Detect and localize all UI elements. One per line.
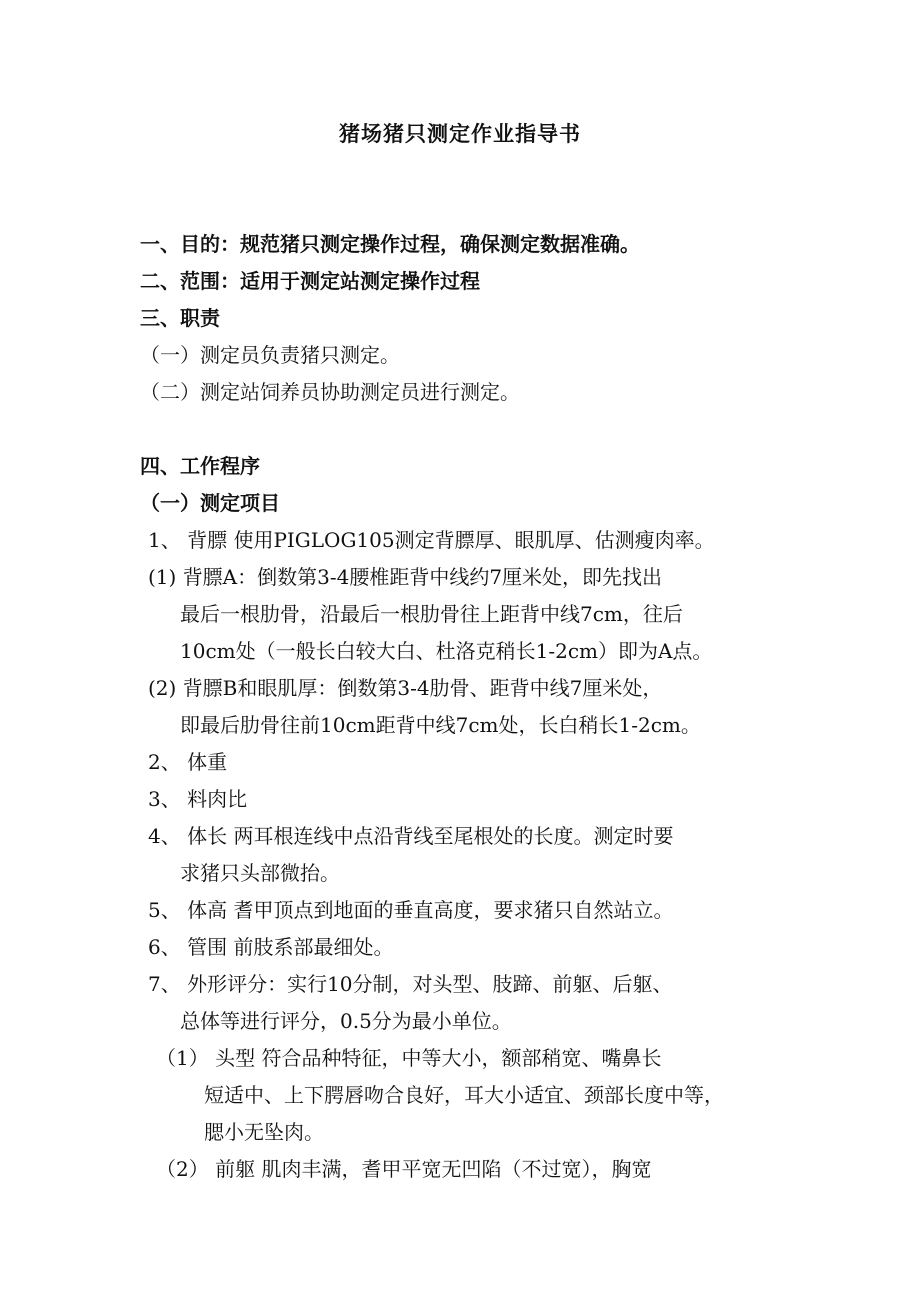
item-7-2-forequarter: （2） 前躯 肌肉丰满，耆甲平宽无凹陷（不过宽），胸宽	[156, 1157, 652, 1181]
item-3-feed-ratio: 3、 料肉比	[148, 787, 248, 811]
item-6-cannon-circumference: 6、 管围 前肢系部最细处。	[148, 935, 394, 959]
item-1-2-backfat-b: (2) 背膘B和眼肌厚：倒数第3-4肋骨、距背中线7厘米处，	[148, 676, 663, 700]
item-4-body-length: 4、 体长 两耳根连线中点沿背线至尾根处的长度。测定时要	[148, 824, 674, 848]
item-1-1-continued-2: 10cm处（一般长白较大白、杜洛克稍长1-2cm）即为A点。	[180, 639, 713, 663]
responsibility-item-2: （二）测定站饲养员协助测定员进行测定。	[140, 380, 520, 404]
document-title: 猪场猪只测定作业指导书	[339, 121, 581, 146]
item-1-backfat: 1、 背膘 使用PIGLOG105测定背膘厚、眼肌厚、估测瘦肉率。	[148, 528, 715, 552]
item-7-continued: 总体等进行评分，0.5分为最小单位。	[180, 1009, 512, 1033]
section-responsibility-heading: 三、职责	[140, 306, 220, 330]
item-1-1-backfat-a: (1) 背膘A：倒数第3-4腰椎距背中线约7厘米处，即先找出	[148, 565, 663, 589]
section-procedure-heading: 四、工作程序	[140, 454, 260, 478]
section-scope: 二、范围：适用于测定站测定操作过程	[140, 269, 480, 293]
item-7-1-continued-2: 腮小无坠肉。	[204, 1120, 324, 1144]
item-5-body-height: 5、 体高 耆甲顶点到地面的垂直高度，要求猪只自然站立。	[148, 898, 674, 922]
section-purpose: 一、目的：规范猪只测定操作过程，确保测定数据准确。	[140, 232, 640, 256]
item-2-weight: 2、 体重	[148, 750, 228, 774]
item-7-appearance-score: 7、 外形评分：实行10分制，对头型、肢蹄、前躯、后躯、	[148, 972, 673, 996]
item-1-1-continued: 最后一根肋骨，沿最后一根肋骨往上距背中线7cm，往后	[180, 602, 683, 626]
item-7-1-head: （1） 头型 符合品种特征，中等大小，额部稍宽、嘴鼻长	[156, 1046, 662, 1070]
subsection-items-heading: （一）测定项目	[140, 491, 280, 515]
item-4-continued: 求猪只头部微抬。	[180, 861, 340, 885]
item-7-1-continued: 短适中、上下腭唇吻合良好，耳大小适宜、颈部长度中等，	[204, 1083, 724, 1107]
responsibility-item-1: （一）测定员负责猪只测定。	[140, 343, 400, 367]
item-1-2-continued: 即最后肋骨往前10cm距背中线7cm处，长白稍长1-2cm。	[180, 713, 701, 737]
